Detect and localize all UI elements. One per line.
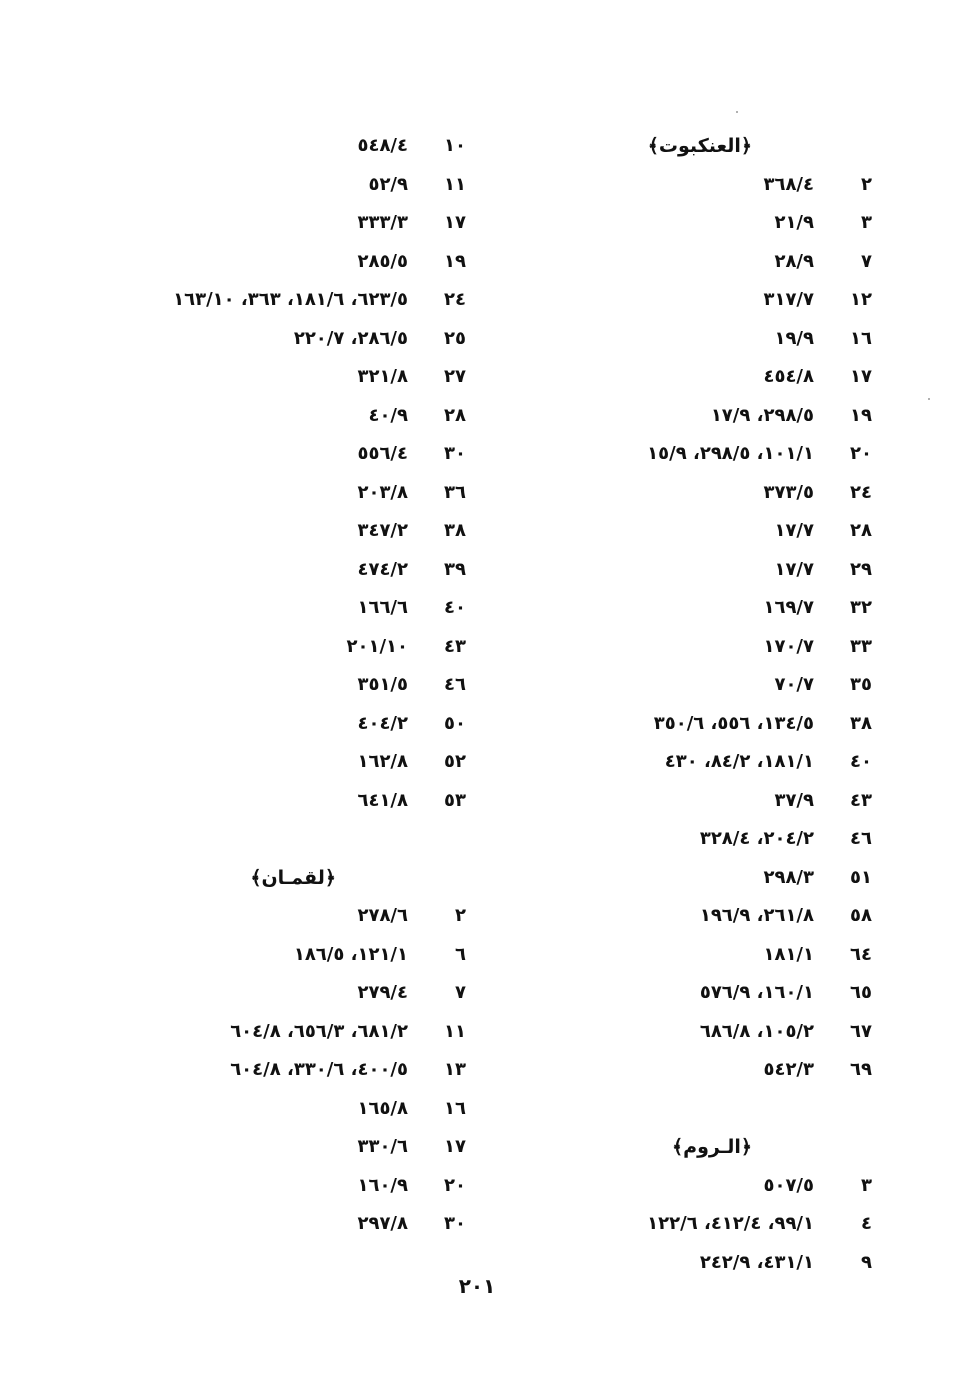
ayah-number: ٩ <box>861 1251 872 1273</box>
volume-page-refs: ٣٤٧/٢ <box>357 520 408 541</box>
volume-page-refs: ٤٠/٩ <box>368 404 408 426</box>
volume-page-refs: ٤٧٤/٢ <box>357 558 408 580</box>
index-entry <box>482 166 872 205</box>
volume-page-refs: ٥٤٨/٤ <box>357 135 408 156</box>
ayah-number: ٦ <box>455 943 466 965</box>
ayah-number: ٢ <box>861 173 872 195</box>
ayah-number: ٣٦ <box>444 481 466 503</box>
volume-page-refs: ٧٠/٧ <box>774 674 814 695</box>
index-entry <box>482 705 872 744</box>
index-entry <box>482 551 872 590</box>
volume-page-refs: ٥٥٦/٤ <box>357 443 408 464</box>
volume-page-refs: ٣٥١/٥ <box>357 674 408 695</box>
volume-page-refs: ١٨١/١، ٨٤/٢، ٤٣٠ <box>664 751 814 772</box>
ayah-number: ٢٤ <box>444 289 466 310</box>
ayah-number: ٢٩ <box>850 558 872 580</box>
index-entry <box>482 820 872 859</box>
volume-page-refs: ١٦٢/٨ <box>357 751 408 772</box>
index-entry <box>482 512 872 551</box>
index-entry <box>482 358 872 397</box>
ayah-number: ٢٧ <box>444 366 466 387</box>
ayah-number: ٤٣ <box>850 789 872 811</box>
volume-page-refs: ١٦٩/٧ <box>763 597 814 618</box>
ayah-number: ١٦ <box>850 327 872 349</box>
index-entry <box>482 320 872 359</box>
ayah-number: ١٠ <box>444 135 466 156</box>
index-entry <box>86 705 466 744</box>
ayah-number: ٢٠ <box>444 1174 466 1196</box>
index-entry <box>86 936 466 975</box>
ayah-number: ٣٣ <box>850 635 872 657</box>
ayah-number: ٢٠ <box>850 443 872 464</box>
index-entry <box>86 358 466 397</box>
volume-page-refs: ٣٧٣/٥ <box>763 481 814 503</box>
index-entry <box>482 1167 872 1206</box>
index-entry <box>86 281 466 320</box>
page-number: ٢٠١ <box>458 1274 496 1298</box>
volume-page-refs: ١٦٠/٩ <box>357 1174 408 1196</box>
index-entry <box>86 1090 466 1129</box>
volume-page-refs: ٢٦١/٨، ١٩٦/٩ <box>699 905 814 926</box>
index-entry <box>86 243 466 282</box>
ayah-number: ٣٠ <box>444 443 466 464</box>
ayah-number: ١٢ <box>850 289 872 310</box>
ayah-number: ١٦ <box>444 1097 466 1119</box>
section-gap <box>86 820 466 859</box>
right-column <box>482 127 872 1282</box>
index-entry <box>482 281 872 320</box>
ayah-number: ١٧ <box>850 366 872 387</box>
index-entry <box>86 974 466 1013</box>
ayah-number: ٥٣ <box>444 789 466 811</box>
ayah-number: ٣٨ <box>444 520 466 541</box>
ayah-number: ١١ <box>444 1020 466 1042</box>
ayah-number: ٦٤ <box>850 943 872 965</box>
index-entry <box>482 397 872 436</box>
volume-page-refs: ٢٨٦/٥، ٢٢٠/٧ <box>293 327 408 349</box>
volume-page-refs: ٢٧٩/٤ <box>357 982 408 1003</box>
index-entry <box>86 1051 466 1090</box>
ayah-number: ٦٧ <box>850 1020 872 1042</box>
ayah-number: ٥٢ <box>444 751 466 772</box>
volume-page-refs: ٢٨٥/٥ <box>357 250 408 272</box>
ayah-number: ٦٥ <box>850 982 872 1003</box>
volume-page-refs: ٣٣٣/٣ <box>357 212 408 233</box>
volume-page-refs: ٦٨١/٢، ٦٥٦/٣، ٦٠٤/٨ <box>230 1020 408 1042</box>
volume-page-refs: ٩٩/١، ٤١٢/٤، ١٢٢/٦ <box>647 1213 814 1234</box>
volume-page-refs: ١٦٥/٨ <box>357 1097 408 1119</box>
volume-page-refs: ٤٥٤/٨ <box>763 366 814 387</box>
volume-page-refs: ٣٣٠/٦ <box>357 1136 408 1157</box>
ayah-number: ٣٩ <box>444 558 466 580</box>
ayah-number: ٤٣ <box>444 635 466 657</box>
volume-page-refs: ١٠٥/٢، ٦٨٦/٨ <box>699 1020 814 1042</box>
ayah-number: ١٧ <box>444 1136 466 1157</box>
index-entry <box>86 435 466 474</box>
volume-page-refs: ٤٠٤/٢ <box>357 712 408 734</box>
volume-page-refs: ٢٩٨/٥، ١٧/٩ <box>710 404 814 426</box>
volume-page-refs: ١٦٦/٦ <box>357 597 408 618</box>
ayah-number: ٣ <box>861 1174 872 1196</box>
index-entry <box>482 589 872 628</box>
index-entry <box>482 859 872 898</box>
index-entry <box>86 897 466 936</box>
volume-page-refs: ٢٨/٩ <box>774 250 814 272</box>
index-entry <box>86 782 466 821</box>
index-entry <box>86 1128 466 1167</box>
ayah-number: ٢ <box>455 905 466 926</box>
volume-page-refs: ٤٠٠/٥، ٣٣٠/٦، ٦٠٤/٨ <box>230 1059 408 1080</box>
index-entry <box>482 782 872 821</box>
volume-page-refs: ٣٢١/٨ <box>357 366 408 387</box>
index-entry <box>482 243 872 282</box>
volume-page-refs: ٦٤١/٨ <box>357 789 408 811</box>
index-entry <box>86 1205 466 1244</box>
ayah-number: ٤٠ <box>850 751 872 772</box>
volume-page-refs: ٢١/٩ <box>774 212 814 233</box>
index-entry <box>86 1167 466 1206</box>
volume-page-refs: ٥٢/٩ <box>368 173 408 195</box>
ayah-number: ١١ <box>444 173 466 195</box>
index-entry <box>86 127 466 166</box>
volume-page-refs: ١٩/٩ <box>774 327 814 349</box>
volume-page-refs: ٣١٧/٧ <box>763 289 814 310</box>
volume-page-refs: ٢٩٨/٣ <box>763 866 814 888</box>
index-entry <box>86 551 466 590</box>
ayah-number: ٣٠ <box>444 1213 466 1234</box>
scan-speck <box>928 398 930 400</box>
index-entry <box>86 512 466 551</box>
ayah-number: ٥٨ <box>850 905 872 926</box>
index-entry <box>86 589 466 628</box>
ayah-number: ٢٨ <box>850 520 872 541</box>
ayah-number: ٦٩ <box>850 1059 872 1080</box>
section-gap <box>482 1090 872 1129</box>
volume-page-refs: ١٧/٧ <box>774 558 814 580</box>
ayah-number: ٢٥ <box>444 327 466 349</box>
index-entry <box>482 1051 872 1090</box>
left-column <box>86 127 466 1244</box>
index-entry <box>86 474 466 513</box>
surah-heading: ﴿لقمـان﴾ <box>250 866 336 889</box>
ayah-number: ١٣ <box>444 1059 466 1080</box>
ayah-number: ٣٨ <box>850 712 872 734</box>
ayah-number: ٣٢ <box>850 597 872 618</box>
volume-page-refs: ٣٧/٩ <box>774 789 814 811</box>
ayah-number: ٧ <box>455 982 466 1003</box>
index-entry <box>86 397 466 436</box>
ayah-number: ٣٥ <box>850 674 872 695</box>
volume-page-refs: ١٨١/١ <box>763 943 814 965</box>
index-entry <box>86 628 466 667</box>
volume-page-refs: ١٠١/١، ٢٩٨/٥، ١٥/٩ <box>647 443 814 464</box>
index-entry <box>482 897 872 936</box>
ayah-number: ١٩ <box>850 404 872 426</box>
index-entry <box>482 435 872 474</box>
index-entry <box>86 204 466 243</box>
index-entry <box>482 666 872 705</box>
index-entry <box>86 166 466 205</box>
index-entry <box>86 320 466 359</box>
ayah-number: ٧ <box>861 250 872 272</box>
volume-page-refs: ٥٠٧/٥ <box>763 1174 814 1196</box>
index-entry <box>482 1205 872 1244</box>
index-entry <box>86 1013 466 1052</box>
index-entry <box>86 743 466 782</box>
ayah-number: ٤٠ <box>444 597 466 618</box>
volume-page-refs: ١٧٠/٧ <box>763 635 814 657</box>
ayah-number: ٤٦ <box>444 674 466 695</box>
surah-heading: ﴿العنكبوت﴾ <box>647 135 752 157</box>
ayah-number: ٣ <box>861 212 872 233</box>
surah-heading: ﴿الـروم﴾ <box>672 1136 752 1158</box>
ayah-number: ٤ <box>861 1213 872 1234</box>
volume-page-refs: ٣٦٨/٤ <box>763 173 814 195</box>
volume-page-refs: ١٦٠/١، ٥٧٦/٩ <box>699 982 814 1003</box>
index-entry <box>482 974 872 1013</box>
ayah-number: ١٧ <box>444 212 466 233</box>
volume-page-refs: ٥٤٢/٣ <box>763 1059 814 1080</box>
volume-page-refs: ١٢١/١، ١٨٦/٥ <box>293 943 408 965</box>
ayah-number: ٥١ <box>850 866 872 888</box>
index-entry <box>482 1013 872 1052</box>
volume-page-refs: ٢٩٧/٨ <box>357 1213 408 1234</box>
volume-page-refs: ٤٣١/١، ٢٤٢/٩ <box>699 1251 814 1273</box>
volume-page-refs: ١٧/٧ <box>774 520 814 541</box>
index-entry <box>482 936 872 975</box>
volume-page-refs: ٢٠٣/٨ <box>357 481 408 503</box>
index-entry <box>482 474 872 513</box>
volume-page-refs: ٢٧٨/٦ <box>357 905 408 926</box>
index-entry <box>482 628 872 667</box>
ayah-number: ٥٠ <box>444 712 466 734</box>
index-entry <box>86 666 466 705</box>
scan-speck <box>736 111 738 113</box>
volume-page-refs: ١٣٤/٥، ٥٥٦، ٣٥٠/٦ <box>653 712 814 734</box>
ayah-number: ١٩ <box>444 250 466 272</box>
ayah-number: ٤٦ <box>850 828 872 849</box>
index-entry <box>482 204 872 243</box>
volume-page-refs: ٢٠٤/٢، ٣٢٨/٤ <box>699 828 814 849</box>
volume-page-refs: ٦٢٣/٥، ١٨١/٦، ٣٦٣، ١٦٣/١٠ <box>173 289 408 310</box>
index-entry <box>482 743 872 782</box>
volume-page-refs: ٢٠١/١٠ <box>346 635 408 657</box>
ayah-number: ٢٤ <box>850 481 872 503</box>
ayah-number: ٢٨ <box>444 404 466 426</box>
